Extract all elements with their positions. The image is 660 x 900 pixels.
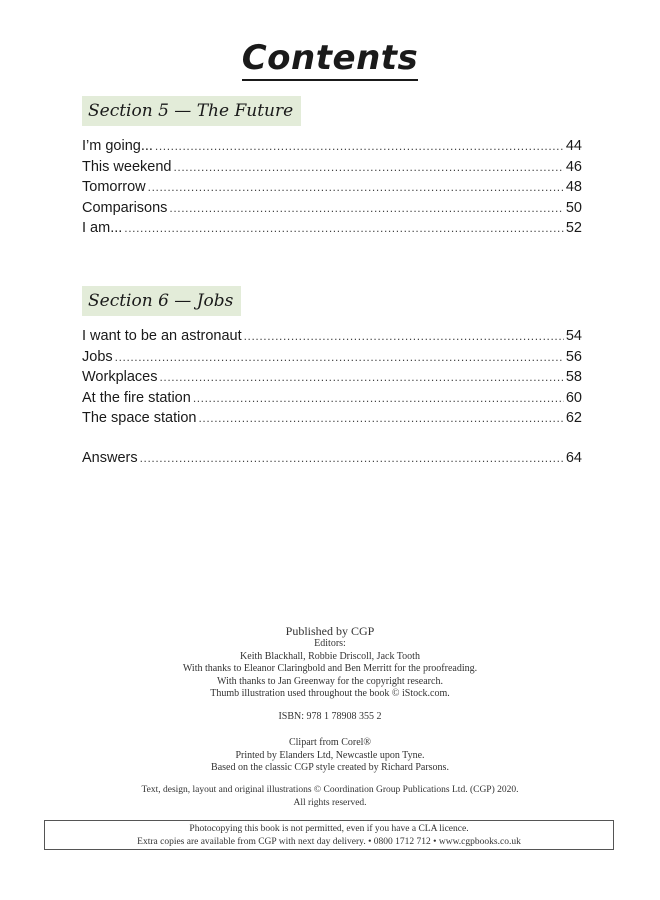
dot-leader bbox=[159, 367, 563, 388]
toc-entry-page: 54 bbox=[565, 328, 582, 344]
publisher-line: Published by CGP bbox=[285, 624, 375, 638]
dot-leader bbox=[140, 448, 564, 469]
toc-entry-page: 50 bbox=[565, 199, 582, 216]
toc-entry-page: 62 bbox=[565, 410, 582, 426]
dot-leader bbox=[115, 347, 564, 368]
toc-list-answers bbox=[82, 448, 582, 469]
toc-entry[interactable] bbox=[82, 388, 582, 409]
notice-line-1: Photocopying this book is not permitted, even if you have a CLA licence. bbox=[189, 824, 469, 834]
toc-entry-title: This weekend bbox=[82, 158, 172, 175]
editors-names: Keith Blackhall, Robbie Driscoll, Jack Tooth bbox=[240, 650, 420, 662]
toc-entry[interactable] bbox=[82, 347, 582, 368]
toc-entry-title: I’m going... bbox=[82, 138, 153, 154]
toc-entry[interactable] bbox=[82, 408, 582, 429]
toc-entry-title: The space station bbox=[82, 410, 197, 426]
page-title: Contents bbox=[0, 38, 660, 78]
toc-list-future bbox=[82, 136, 582, 239]
toc-entry-page: 58 bbox=[565, 369, 582, 385]
toc-entry-page: 56 bbox=[565, 348, 582, 365]
toc-list-jobs bbox=[82, 326, 582, 429]
toc-entry-page: 64 bbox=[565, 450, 582, 466]
toc-entry-page: 60 bbox=[565, 389, 582, 406]
toc-entry-title: Answers bbox=[82, 450, 138, 466]
toc-entry[interactable] bbox=[82, 367, 582, 388]
printer-credit: Printed by Elanders Ltd, Newcastle upon Tyne. bbox=[235, 749, 425, 761]
toc-entry-title: At the fire station bbox=[82, 389, 191, 406]
imprint-block bbox=[0, 624, 660, 701]
toc-entry-title: I am... bbox=[82, 220, 123, 236]
dot-leader bbox=[173, 157, 563, 178]
print-credits bbox=[0, 737, 660, 775]
style-credit: Based on the classic CGP style created by Richard Parsons. bbox=[211, 762, 449, 773]
toc-entry-title: Comparisons bbox=[82, 199, 168, 216]
toc-entry[interactable] bbox=[82, 136, 582, 157]
section-heading-future: Section 5 — The Future bbox=[82, 96, 301, 126]
clipart-credit: Clipart from Corel® bbox=[288, 737, 372, 748]
photocopy-notice bbox=[44, 820, 614, 850]
dot-leader bbox=[169, 198, 563, 219]
isbn-text: ISBN: 978 1 78908 355 2 bbox=[278, 711, 382, 722]
toc-entry[interactable] bbox=[82, 198, 582, 219]
toc-entry[interactable] bbox=[82, 218, 582, 239]
toc-entry[interactable] bbox=[82, 326, 582, 347]
notice-line-2: Extra copies are available from CGP with next day delivery. • 0800 1712 712 • www.cgpbooks.co.uk bbox=[137, 837, 521, 847]
editors-label: Editors: bbox=[314, 638, 346, 649]
dot-leader bbox=[155, 136, 564, 157]
dot-leader bbox=[124, 218, 564, 239]
toc-entry-title: Workplaces bbox=[82, 369, 158, 385]
dot-leader bbox=[148, 177, 564, 198]
toc-entry-answers[interactable] bbox=[82, 448, 582, 469]
copyright-block bbox=[0, 784, 660, 809]
toc-entry[interactable] bbox=[82, 157, 582, 178]
toc-entry-page: 44 bbox=[565, 138, 582, 154]
toc-entry-title: I want to be an astronaut bbox=[82, 328, 242, 344]
dot-leader bbox=[244, 326, 564, 347]
toc-entry-page: 48 bbox=[565, 179, 582, 195]
dot-leader bbox=[198, 408, 563, 429]
thanks-copyright: With thanks to Jan Greenway for the copyright research. bbox=[217, 675, 443, 687]
thumb-credit: Thumb illustration used throughout the book © iStock.com. bbox=[210, 688, 450, 699]
copyright-line: Text, design, layout and original illustrations © Coordination Group Publications Ltd. (CGP) 2020. bbox=[141, 785, 519, 795]
toc-entry-page: 46 bbox=[565, 158, 582, 175]
dot-leader bbox=[193, 388, 564, 409]
toc-entry-title: Tomorrow bbox=[82, 179, 146, 195]
toc-entry[interactable] bbox=[82, 177, 582, 198]
toc-entry-page: 52 bbox=[565, 220, 582, 236]
section-heading-jobs: Section 6 — Jobs bbox=[82, 286, 241, 316]
thanks-proofreading: With thanks to Eleanor Claringbold and Ben Merritt for the proofreading. bbox=[182, 663, 478, 674]
toc-entry-title: Jobs bbox=[82, 348, 113, 365]
isbn-line bbox=[0, 711, 660, 724]
rights-line: All rights reserved. bbox=[293, 797, 367, 808]
